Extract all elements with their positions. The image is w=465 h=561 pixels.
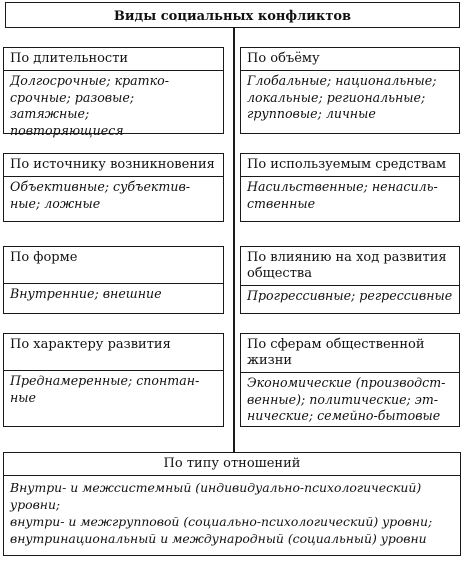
vertical-connector xyxy=(233,26,235,452)
category-box-scope xyxy=(240,47,460,134)
category-values: Экономические (производст- венные); политические; эт- нические; семейно-бытовые xyxy=(247,375,446,423)
category-values: Внутри- и межсистемный (индивидуально-психологический) уровни; внутри- и межгрупповой (социально-психологический) уровни; внутринациональный и международный (социальный) уровни xyxy=(10,480,433,546)
category-header: По объёму xyxy=(241,48,459,71)
category-box-source xyxy=(3,153,224,222)
category-header: По характеру развития xyxy=(4,334,223,371)
category-values: Насильственные; ненасиль- ственные xyxy=(247,179,438,211)
category-header: По типу отношений xyxy=(4,453,460,476)
category-header: По форме xyxy=(4,247,223,284)
category-box-development xyxy=(3,333,224,427)
category-box-influence xyxy=(240,246,460,314)
title-box xyxy=(5,2,460,28)
category-values: Преднамеренные; спонтан- ные xyxy=(10,373,200,405)
category-header: По используемым средствам xyxy=(241,154,459,177)
category-values: Глобальные; национальные; локальные; региональные; групповые; личные xyxy=(247,73,437,121)
category-box-means xyxy=(240,153,460,222)
category-values: Прогрессивные; регрессивные xyxy=(247,288,453,303)
category-header: По длительности xyxy=(4,48,223,71)
category-box-spheres xyxy=(240,333,460,427)
category-header: По сферам общественной жизни xyxy=(241,334,459,373)
category-header: По источнику возникновения xyxy=(4,154,223,177)
category-values: Объективные; субъектив- ные; ложные xyxy=(10,179,191,211)
category-values: Внутренние; внешние xyxy=(10,286,162,301)
diagram-title: Виды социальных конфликтов xyxy=(113,9,352,24)
category-values: Долгосрочные; кратко- срочные; разовые; затяжные; повторяющиеся xyxy=(10,73,169,138)
category-header: По влиянию на ход развития общества xyxy=(241,247,459,286)
category-box-duration xyxy=(3,47,224,138)
category-box-form xyxy=(3,246,224,314)
category-box-relations xyxy=(3,452,461,556)
